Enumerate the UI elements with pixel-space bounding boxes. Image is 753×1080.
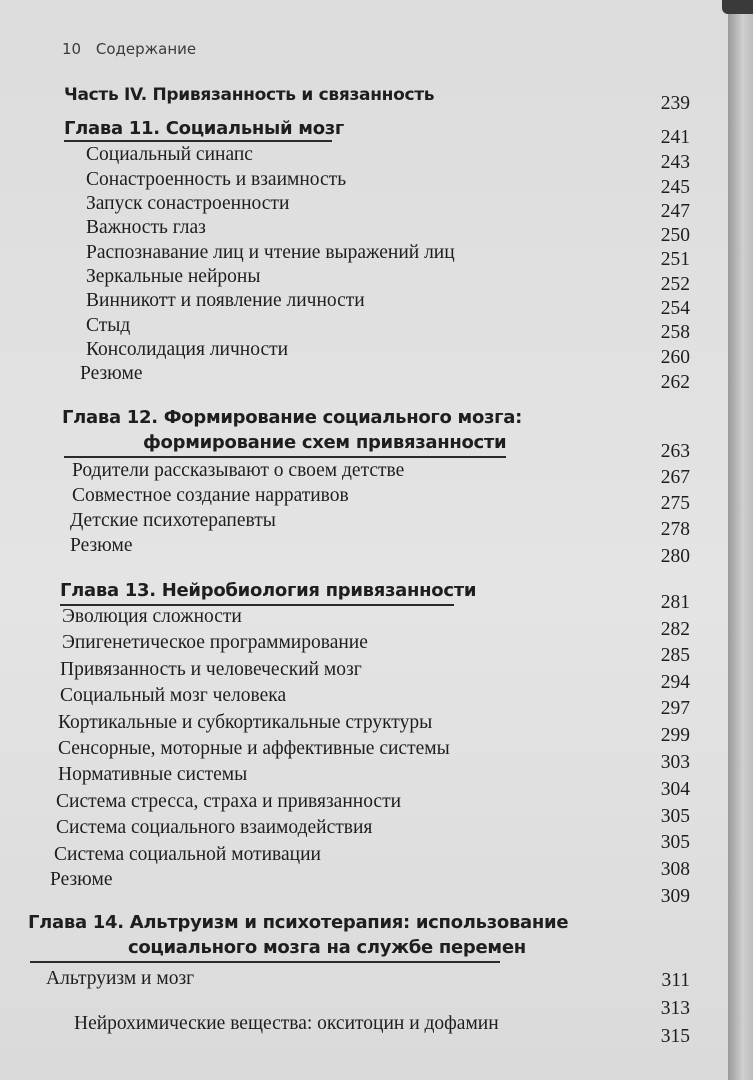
toc-section: Альтруизм и мозг (46, 968, 195, 989)
toc-section: Сенсорные, моторные и аффективные системы (58, 738, 450, 759)
chapter-11-page: 241 (660, 127, 690, 148)
toc-section: Совместное создание нарративов (72, 485, 349, 506)
binding-shadow (722, 0, 753, 14)
toc-section: Винникотт и появление личности (86, 290, 365, 311)
toc-section: Резюме (80, 363, 143, 384)
toc-section-page: 267 (660, 467, 690, 488)
toc-section-page: 278 (660, 519, 690, 540)
toc-section: Резюме (70, 535, 133, 556)
toc-section-page: 252 (660, 274, 690, 295)
chapter-13-page: 281 (660, 592, 690, 613)
toc-section-page: 282 (660, 619, 690, 640)
toc-section-page: 304 (660, 779, 690, 800)
page-edge (728, 0, 753, 1080)
toc-section-page: 313 (660, 998, 690, 1019)
toc-section: Нейрохимические вещества: окситоцин и дофамин (74, 1013, 499, 1034)
toc-section: Эпигенетическое программирование (62, 632, 368, 653)
toc-section-page: 254 (660, 298, 690, 319)
toc-section: Стыд (86, 315, 131, 336)
toc-section: Система социальной мотивации (54, 844, 321, 865)
toc-section: Сонастроенность и взаимность (86, 169, 347, 190)
toc-section-page: 303 (660, 752, 690, 773)
header-title: Содержание (95, 40, 197, 58)
toc-section: Детские психотерапевты (70, 510, 276, 531)
toc-section: Эволюция сложности (62, 606, 242, 627)
toc-section-page: 299 (660, 725, 690, 746)
chapter-14-underline (30, 961, 500, 963)
toc-section-page: 245 (660, 177, 690, 198)
toc-section-page: 260 (660, 347, 690, 368)
toc-section: Важность глаз (86, 217, 206, 238)
chapter-13-title: Глава 13. Нейробиология привязанности (60, 580, 477, 601)
toc-section: Запуск сонастроенности (86, 193, 290, 214)
toc-section-page: 294 (660, 672, 690, 693)
toc-section-page: 297 (660, 698, 690, 719)
toc-section: Консолидация личности (86, 339, 289, 360)
chapter-11-title: Глава 11. Социальный мозг (64, 118, 345, 139)
chapter-14-title: Глава 14. Альтруизм и психотерапия: использование (28, 912, 569, 933)
toc-section-page: 305 (660, 832, 690, 853)
toc-section: Нормативные системы (58, 764, 248, 785)
toc-section-page: 251 (660, 249, 690, 270)
toc-section: Социальный синапс (86, 144, 253, 165)
toc-section-page: 262 (660, 372, 690, 393)
toc-section-page: 243 (660, 152, 690, 173)
running-header (62, 40, 196, 58)
chapter-11-underline (64, 140, 332, 142)
toc-section-page: 280 (660, 546, 690, 567)
toc-section: Кортикальные и субкортикальные структуры (58, 712, 433, 733)
toc-section: Социальный мозг человека (60, 685, 287, 706)
chapter-12-title: Глава 12. Формирование социального мозга: (62, 407, 523, 428)
part-title: Часть IV. Привязанность и связанность (64, 85, 435, 105)
chapter-12-page: 263 (660, 441, 690, 462)
chapter-12-underline (64, 456, 506, 458)
chapter-12-title-line-2: формирование схем привязанности (143, 432, 507, 453)
toc-section: Зеркальные нейроны (86, 266, 261, 287)
toc-section-page: 315 (660, 1026, 690, 1047)
toc-section: Привязанность и человеческий мозг (60, 659, 362, 680)
chapter-14-title-line-2: социального мозга на службе перемен (128, 937, 526, 958)
toc-section-page: 308 (660, 859, 690, 880)
toc-section: Резюме (50, 869, 113, 890)
toc-section-page: 258 (660, 322, 690, 343)
toc-section-page: 305 (660, 806, 690, 827)
toc-section-page: 309 (660, 886, 690, 907)
toc-section-page: 275 (660, 493, 690, 514)
header-page-number: 10 (62, 40, 82, 58)
toc-section: Распознавание лиц и чтение выражений лиц (86, 242, 455, 263)
part-page: 239 (660, 93, 690, 114)
toc-section-page: 247 (660, 201, 690, 222)
toc-section: Система стресса, страха и привязанности (56, 791, 402, 812)
toc-section-page: 285 (660, 645, 690, 666)
toc-section: Родители рассказывают о своем детстве (72, 460, 405, 481)
toc-section-page: 250 (660, 225, 690, 246)
toc-section-page: 311 (661, 970, 690, 991)
toc-section: Система социального взаимодействия (56, 817, 373, 838)
